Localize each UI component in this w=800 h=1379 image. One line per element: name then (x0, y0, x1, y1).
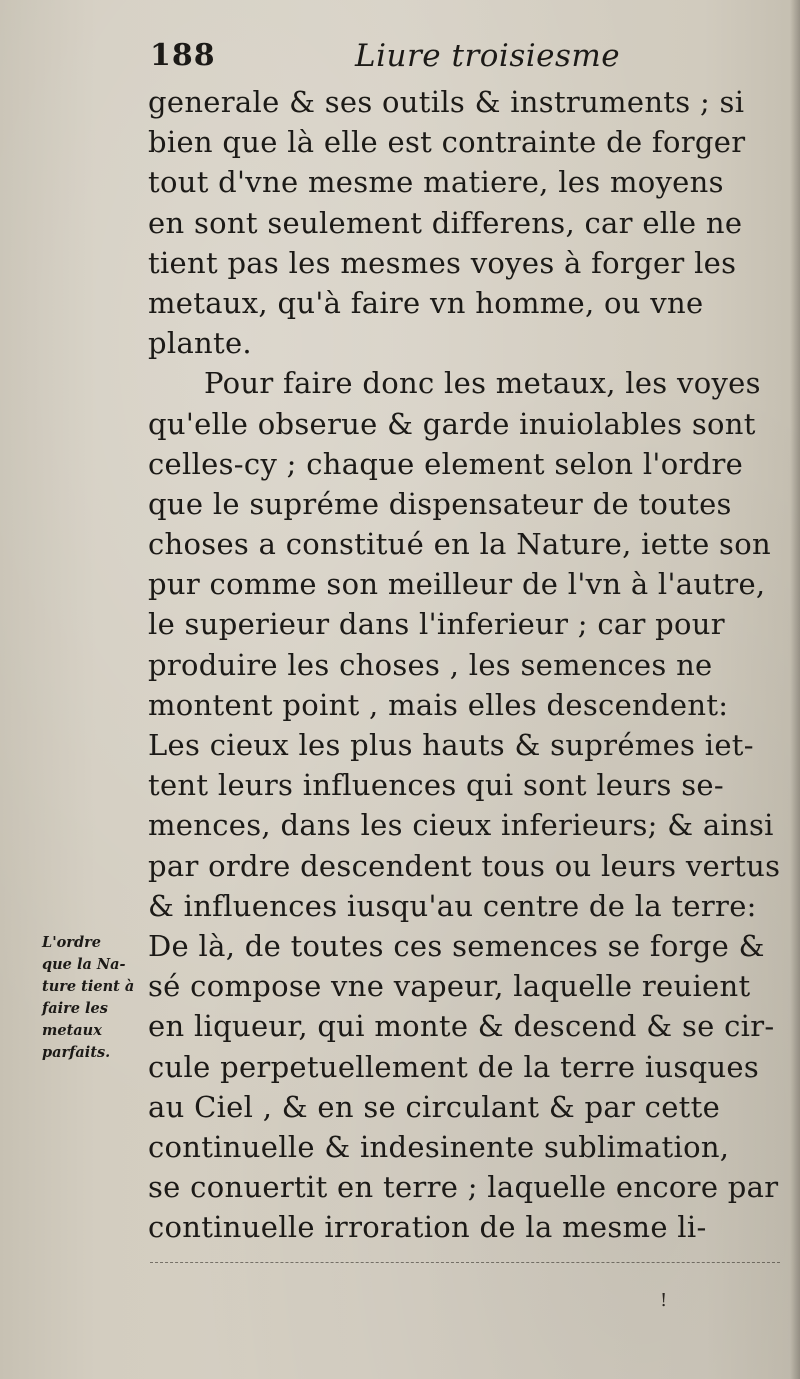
text-line: par ordre descendent tous ou leurs vertus (148, 848, 781, 883)
page-header (150, 38, 710, 88)
text-line: produire les choses , les semences ne (148, 647, 713, 682)
margin-note (42, 932, 142, 1064)
text-line: celles-cy ; chaque element selon l'ordre (148, 446, 744, 481)
text-line: continuelle & indesinente sublimation, (148, 1129, 730, 1164)
margin-note-line: parfaits. (42, 1044, 111, 1061)
margin-note-line: faire les (42, 1000, 108, 1017)
text-line: generale & ses outils & instruments ; si (148, 85, 745, 119)
text-line: se conuertit en terre ; laquelle encore par (148, 1170, 779, 1205)
text-line: le superieur dans l'inferieur ; car pour (148, 607, 725, 642)
text-line: montent point , mais elles descendent: (148, 687, 729, 722)
text-line: tent leurs influences qui sont leurs se- (148, 768, 724, 803)
text-line: plante. (148, 326, 252, 361)
text-line: pur comme son meilleur de l'vn à l'autre, (148, 567, 766, 602)
bottom-mark: ! (660, 1290, 668, 1311)
text-line: en liqueur, qui monte & descend & se cir- (148, 1009, 775, 1044)
text-line: tient pas les mesmes voyes à forger les (148, 245, 737, 280)
text-line: & influences iusqu'au centre de la terre: (148, 888, 757, 923)
page-edge-shadow (790, 0, 800, 1379)
text-line: bien que là elle est contrainte de forger (148, 125, 746, 160)
bottom-rule (150, 1262, 780, 1263)
margin-note-line: ture tient à (42, 978, 135, 995)
text-line: que le supréme dispensateur de toutes (148, 486, 732, 521)
text-line: continuelle irroration de la mesme li- (148, 1210, 707, 1245)
page-number: 188 (150, 38, 216, 73)
text-line: choses a constitué en la Nature, iette son (148, 527, 771, 562)
paragraph-first-line: Pour faire donc les metaux, les voyes (204, 366, 761, 401)
running-head: Liure troisiesme (355, 38, 621, 74)
text-line: metaux, qu'à faire vn homme, ou vne (148, 285, 704, 320)
text-line: tout d'vne mesme matiere, les moyens (148, 165, 724, 200)
text-line: mences, dans les cieux inferieurs; & ainsi (148, 808, 774, 843)
text-line: au Ciel , & en se circulant & par cette (148, 1089, 721, 1124)
text-line: De là, de toutes ces semences se forge & (148, 928, 765, 963)
text-line: Les cieux les plus hauts & suprémes iet- (148, 728, 754, 762)
margin-note-line: L'ordre (42, 934, 101, 951)
text-line: cule perpetuellement de la terre iusques (148, 1049, 760, 1084)
body-text (148, 82, 781, 1247)
text-line: en sont seulement differens, car elle ne (148, 205, 743, 240)
text-line: sé compose vne vapeur, laquelle reuient (148, 969, 751, 1004)
margin-note-line: que la Na- (42, 956, 126, 973)
margin-note-line: metaux (42, 1022, 102, 1039)
text-line: qu'elle obserue & garde inuiolables sont (148, 406, 756, 441)
